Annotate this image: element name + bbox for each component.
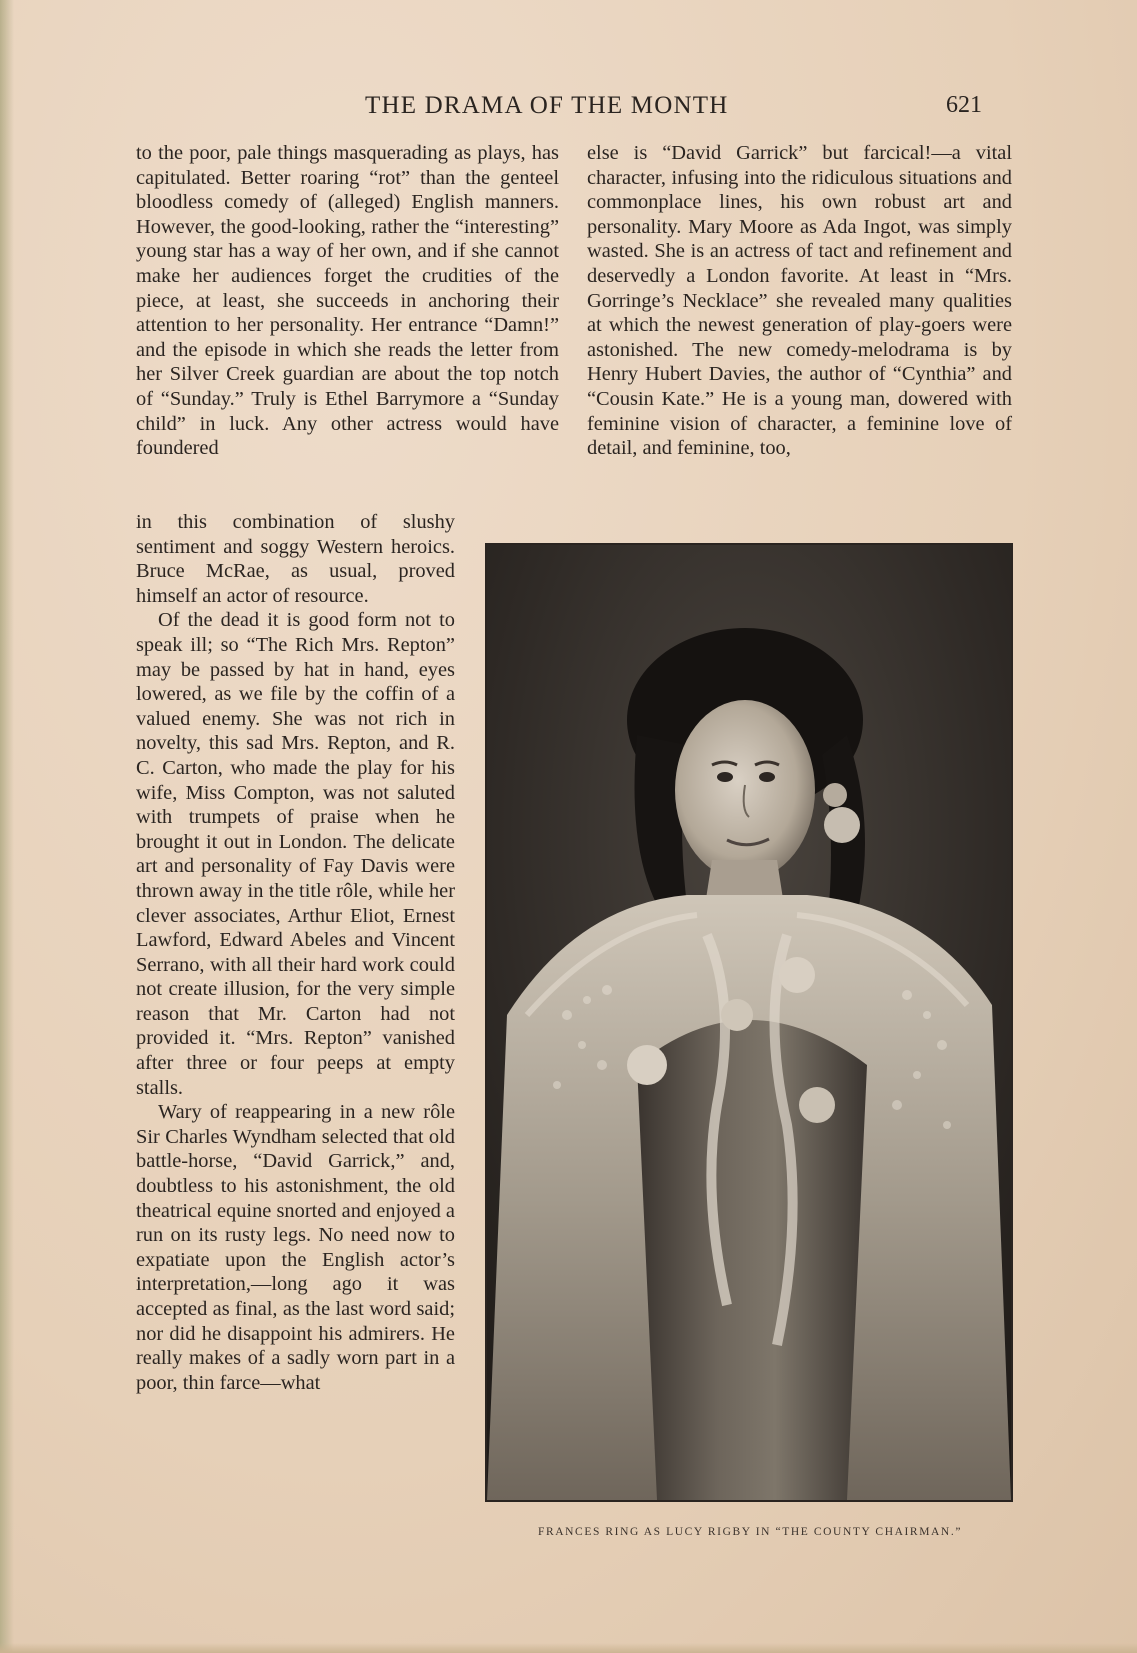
page-edge-shadow [0,0,14,1653]
paragraph: to the poor, pale things masquerading as plays, has capitulated. Better roaring “rot” than the genteel bloodless comedy of (alleged) English manners. However, the good-looking, rather the “interesting” young star has a way of her own, and if she cannot make her audiences forget the crudities of the piece, at least, she succeeds in anchoring their attention to her personality. Her entrance “Damn!” and the episode in which she reads the letter from her Silver Creek guardian are about the top notch of “Sunday.” Truly is Ethel Barrymore a “Sunday child” in luck. Any other actress would have foundered [136,142,559,460]
hair-flower [824,807,860,843]
photo-caption: FRANCES RING AS LUCY RIGBY IN “THE COUNTY CHAIRMAN.” [537,1526,963,1538]
paragraph: Of the dead it is good form not to speak ill; so “The Rich Mrs. Repton” may be passed by hat in hand, eyes lowered, as we file by the coffin of a valued enemy. She was not rich in novelty, this sad Mrs. Repton, and R. C. Carton, who made the play for his wife, Miss Compton, was not saluted with trumpets of praise when he brought it out in London. The delicate art and personality of Fay Davis were thrown away in the title rôle, while her clever associates, Arthur Eliot, Ernest Lawford, Edward Abeles and Vincent Serrano, with all their hard work could not create illusion, for the very simple reason that Mr. Carton had not provided it. “Mrs. Repton” vanished after three or four peeps at empty stalls. [136,609,455,1099]
bodice [637,1020,867,1500]
page-bottom-shadow [0,1643,1137,1653]
paragraph: else is “David Garrick” but farcical!—a vital character, infusing into the ridiculous situations and commonplace lines, his own robust art and personality. Mary Moore as Ada Ingot, was simply wasted. She is an actress of tact and refinement and deservedly a London favorite. At least in “Mrs. Gorringe’s Necklace” she revealed many qualities at which the newest generation of play-goers were astonished. The new comedy-melodrama is by Henry Hubert Davies, the author of “Cynthia” and “Cousin Kate.” He is a young man, dowered with feminine vision of character, a feminine love of detail, and feminine, too, [587,142,1012,460]
portrait-photo [485,543,1013,1502]
page-number: 621 [946,92,982,118]
paragraph: in this combination of slushy sentiment and soggy Western heroics. Bruce McRae, as usual, proved himself an actor of resource. [136,511,455,607]
paragraph: Wary of reappearing in a new rôle Sir Charles Wyndham selected that old battle-horse, “David Garrick,” and, doubtless to his astonishment, the old theatrical equine snorted and enjoyed a run on its rusty legs. No need now to expatiate upon the English actor’s interpretation,—long ago it was accepted as final, as the last word said; nor did he disappoint his admirers. He really makes of a sadly worn part in a poor, thin farce—what [136,1101,455,1394]
left-column-narrow [136,510,455,1395]
portrait-illustration [487,545,1011,1500]
rosette [627,1045,667,1085]
running-head: THE DRAMA OF THE MONTH [365,92,729,119]
right-column-top [587,141,1012,461]
left-column-top [136,141,559,461]
